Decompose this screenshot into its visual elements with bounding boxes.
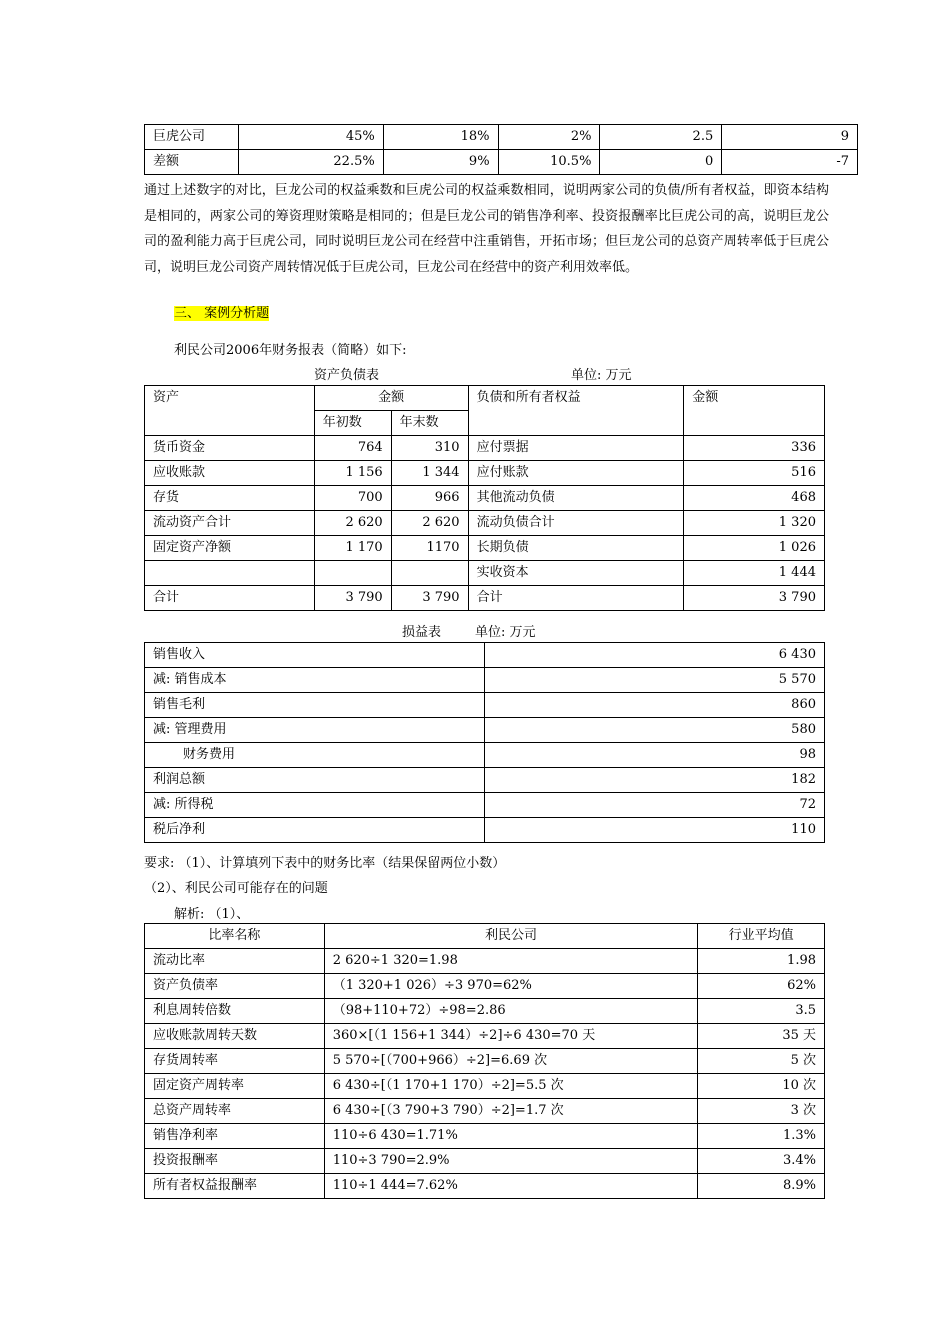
income-statement-unit: 单位: 万元 (475, 625, 536, 640)
liability-amount-cell: 1 026 (684, 536, 825, 561)
balance-sheet-title: 资产负债表 (314, 368, 380, 383)
company-value-cell: 2 620÷1 320=1.98 (324, 949, 698, 974)
begin-amount-cell (314, 561, 391, 586)
value-cell: -7 (722, 150, 858, 175)
begin-amount-cell: 764 (314, 436, 391, 461)
table-row (145, 1149, 825, 1174)
end-amount-cell: 1170 (391, 536, 468, 561)
industry-avg-cell: 3 次 (698, 1099, 825, 1124)
income-item-cell: 减: 销售成本 (145, 668, 485, 693)
company-value-cell: 110÷3 790=2.9% (324, 1149, 698, 1174)
section-heading-text: 三、 案例分析题 (174, 306, 270, 321)
value-cell: 22.5% (238, 150, 383, 175)
company-header: 利民公司 (324, 924, 698, 949)
company-value-cell: 110÷6 430=1.71% (324, 1124, 698, 1149)
liability-amount-cell: 468 (684, 486, 825, 511)
end-amount-cell: 310 (391, 436, 468, 461)
income-statement-title: 损益表 (402, 625, 442, 640)
value-cell: 9% (383, 150, 498, 175)
end-amount-cell: 3 790 (391, 586, 468, 611)
ratio-name-cell: 固定资产周转率 (145, 1074, 325, 1099)
industry-avg-cell: 1.98 (698, 949, 825, 974)
table-row (145, 150, 858, 175)
industry-avg-cell: 8.9% (698, 1174, 825, 1199)
asset-item-cell: 应收账款 (145, 461, 315, 486)
table-row (145, 793, 825, 818)
value-cell: 0 (600, 150, 722, 175)
industry-avg-cell: 35 天 (698, 1024, 825, 1049)
begin-amount-cell: 3 790 (314, 586, 391, 611)
table-row (145, 743, 825, 768)
table-row (145, 1049, 825, 1074)
industry-avg-cell: 10 次 (698, 1074, 825, 1099)
table-row (145, 1024, 825, 1049)
table-row (145, 586, 825, 611)
asset-header: 资产 (145, 386, 315, 436)
difference-label-cell: 差额 (145, 150, 239, 175)
liability-item-cell: 应付票据 (468, 436, 684, 461)
liability-item-cell: 实收资本 (468, 561, 684, 586)
table-row (145, 768, 825, 793)
end-year-header: 年末数 (391, 411, 468, 436)
table-row (145, 1074, 825, 1099)
ratio-name-cell: 所有者权益报酬率 (145, 1174, 325, 1199)
industry-avg-cell: 5 次 (698, 1049, 825, 1074)
value-cell: 2% (498, 125, 600, 150)
intro-text: 利民公司2006年财务报表（简略）如下: (174, 343, 407, 358)
ratio-name-cell: 投资报酬率 (145, 1149, 325, 1174)
table-row (145, 818, 825, 843)
income-amount-cell: 110 (484, 818, 824, 843)
liability-amount-cell: 336 (684, 436, 825, 461)
income-amount-cell: 72 (484, 793, 824, 818)
table-row (145, 974, 825, 999)
table-row (145, 561, 825, 586)
income-item-cell: 财务费用 (145, 743, 485, 768)
income-item-cell: 税后净利 (145, 818, 485, 843)
income-amount-cell: 6 430 (484, 643, 824, 668)
asset-item-cell: 存货 (145, 486, 315, 511)
liability-amount-cell: 3 790 (684, 586, 825, 611)
begin-amount-cell: 1 170 (314, 536, 391, 561)
table-row (145, 643, 825, 668)
end-amount-cell (391, 561, 468, 586)
liability-amount-cell: 516 (684, 461, 825, 486)
value-cell: 2.5 (600, 125, 722, 150)
end-amount-cell: 2 620 (391, 511, 468, 536)
table-row (145, 718, 825, 743)
income-amount-cell: 860 (484, 693, 824, 718)
table-row (145, 436, 825, 461)
ratio-name-cell: 存货周转率 (145, 1049, 325, 1074)
asset-item-cell: 流动资产合计 (145, 511, 315, 536)
requirement-2: （2）、利民公司可能存在的问题 (144, 881, 328, 896)
company-name-cell: 巨虎公司 (145, 125, 239, 150)
ratio-name-cell: 资产负债率 (145, 974, 325, 999)
end-amount-cell: 1 344 (391, 461, 468, 486)
balance-sheet-table (144, 385, 825, 611)
liability-item-cell: 其他流动负债 (468, 486, 684, 511)
industry-avg-cell: 3.4% (698, 1149, 825, 1174)
company-value-cell: 5 570÷[（700+966）÷2]=6.69 次 (324, 1049, 698, 1074)
asset-item-cell: 固定资产净额 (145, 536, 315, 561)
table-row (145, 999, 825, 1024)
analysis-paragraph: 通过上述数字的对比，巨龙公司的权益乘数和巨虎公司的权益乘数相同，说明两家公司的负债/所有者权益，即资本结构是相同的，两家公司的筹资理财策略是相同的；但是巨龙公司的销售净利率、投资报酬率比巨虎公司的高，说明巨龙公司的盈利能力高于巨虎公司，同时说明巨龙公司在经营中注重销售，开拓市场；但巨龙公司的总资产周转率低于巨虎公司，说明巨龙公司资产周转情况低于巨虎公司，巨龙公司在经营中的资产利用效率低。 (144, 183, 829, 275)
income-amount-cell: 5 570 (484, 668, 824, 693)
liability-item-cell: 应付账款 (468, 461, 684, 486)
table-row (145, 486, 825, 511)
balance-sheet-unit: 单位: 万元 (571, 368, 632, 383)
ratio-name-cell: 应收账款周转天数 (145, 1024, 325, 1049)
income-amount-cell: 98 (484, 743, 824, 768)
asset-item-cell (145, 561, 315, 586)
begin-amount-cell: 700 (314, 486, 391, 511)
value-cell: 10.5% (498, 150, 600, 175)
table-row (145, 511, 825, 536)
ratio-name-cell: 总资产周转率 (145, 1099, 325, 1124)
value-cell: 45% (238, 125, 383, 150)
liability-item-cell: 合计 (468, 586, 684, 611)
industry-avg-cell: 62% (698, 974, 825, 999)
value-cell: 9 (722, 125, 858, 150)
ratio-table (144, 923, 825, 1199)
company-value-cell: 6 430÷[（1 170+1 170）÷2]=5.5 次 (324, 1074, 698, 1099)
table-row (145, 1174, 825, 1199)
section-heading (174, 305, 269, 323)
income-statement-table (144, 642, 825, 843)
company-value-cell: 360×[（1 156+1 344）÷2]÷6 430=70 天 (324, 1024, 698, 1049)
begin-year-header: 年初数 (314, 411, 391, 436)
amount-header: 金额 (314, 386, 468, 411)
income-item-cell: 减: 管理费用 (145, 718, 485, 743)
header-row (145, 386, 825, 411)
table-row (145, 668, 825, 693)
begin-amount-cell: 1 156 (314, 461, 391, 486)
ratio-name-header: 比率名称 (145, 924, 325, 949)
income-item-cell: 销售收入 (145, 643, 485, 668)
requirement-1: 要求: （1）、计算填列下表中的财务比率（结果保留两位小数） (144, 856, 506, 871)
industry-avg-cell: 3.5 (698, 999, 825, 1024)
value-cell: 18% (383, 125, 498, 150)
end-amount-cell: 966 (391, 486, 468, 511)
liability-item-cell: 长期负债 (468, 536, 684, 561)
table-row (145, 693, 825, 718)
table-row (145, 461, 825, 486)
income-item-cell: 利润总额 (145, 768, 485, 793)
income-item-cell: 销售毛利 (145, 693, 485, 718)
asset-item-cell: 货币资金 (145, 436, 315, 461)
liability-header: 负债和所有者权益 (468, 386, 684, 436)
ratio-name-cell: 流动比率 (145, 949, 325, 974)
company-value-cell: 110÷1 444=7.62% (324, 1174, 698, 1199)
table-row (145, 949, 825, 974)
liability-amount-cell: 1 444 (684, 561, 825, 586)
liability-amount-cell: 1 320 (684, 511, 825, 536)
table-row (145, 1124, 825, 1149)
header-row (145, 924, 825, 949)
asset-item-cell: 合计 (145, 586, 315, 611)
ratio-name-cell: 销售净利率 (145, 1124, 325, 1149)
industry-avg-header: 行业平均值 (698, 924, 825, 949)
table-row (145, 1099, 825, 1124)
company-value-cell: （98+110+72）÷98=2.86 (324, 999, 698, 1024)
table-row (145, 536, 825, 561)
income-amount-cell: 182 (484, 768, 824, 793)
company-value-cell: （1 320+1 026）÷3 970=62% (324, 974, 698, 999)
company-value-cell: 6 430÷[（3 790+3 790）÷2]=1.7 次 (324, 1099, 698, 1124)
ratio-name-cell: 利息周转倍数 (145, 999, 325, 1024)
liability-item-cell: 流动负债合计 (468, 511, 684, 536)
industry-avg-cell: 1.3% (698, 1124, 825, 1149)
comparison-table (144, 124, 858, 175)
analysis-label: 解析: （1）、 (174, 907, 250, 922)
table-row (145, 125, 858, 150)
amount2-header: 金额 (684, 386, 825, 436)
begin-amount-cell: 2 620 (314, 511, 391, 536)
income-item-cell: 减: 所得税 (145, 793, 485, 818)
income-amount-cell: 580 (484, 718, 824, 743)
